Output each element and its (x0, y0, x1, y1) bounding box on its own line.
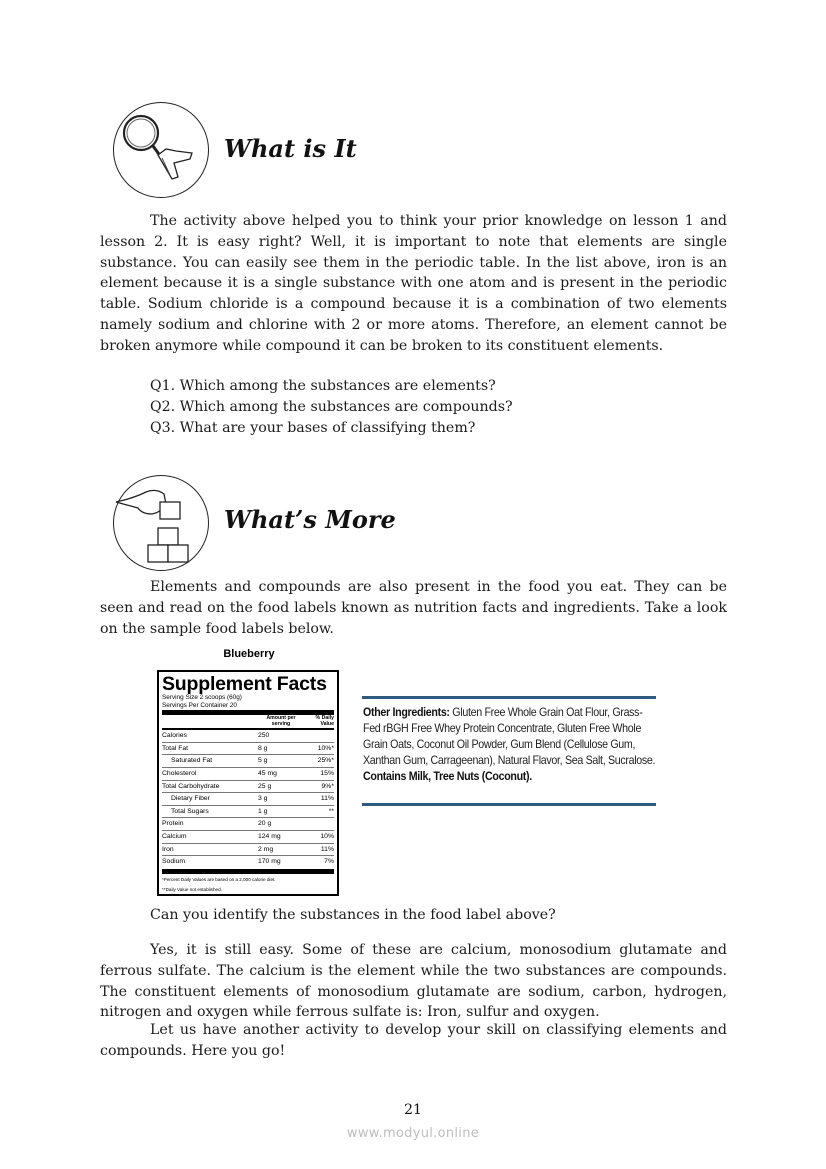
ingredients-label: Other Ingredients: (363, 706, 450, 719)
table-row: Total Fat 8 g 10%* (162, 743, 334, 756)
table-row: Protein 20 g (162, 818, 334, 831)
col-daily-value: % Daily Value (315, 715, 334, 727)
hand-stacking-blocks-icon (113, 475, 209, 571)
question-1: Q1. Which among the substances are elements? (150, 378, 496, 394)
watermark: www.modyul.online (346, 1126, 480, 1141)
table-row: Cholesterol 45 mg 15% (162, 768, 334, 781)
ingredients-top-rule (362, 696, 656, 699)
section-title-whats-more: What’s More (224, 505, 396, 534)
ingredients-list: Gluten Free Whole Grain Oat Flour, Grass-Fed rBGH Free Whey Protein Concentrate, Gluten Free Whole Grain Oats, Coconut Oil Powder, Gum Blend (Cellulose Gum, Xanthan Gum, Carrageenan), Natural Flavor, Sea Salt, Sucralose. (363, 706, 656, 767)
thick-divider (162, 710, 334, 715)
question-list (150, 376, 513, 438)
servings-per-container: Servings Per Container 20 (162, 701, 237, 709)
footnote-dv-not-established: **Daily Value not established. (162, 886, 222, 892)
table-row: Dietary Fiber 3 g 11% (162, 793, 334, 806)
column-headers (162, 716, 334, 730)
supplement-facts-heading: Supplement Facts (162, 673, 327, 695)
table-row: Total Carbohydrate 25 g 9%* (162, 781, 334, 794)
table-row: Saturated Fat 5 g 25%* (162, 755, 334, 768)
page-number: 21 (404, 1102, 422, 1118)
ingredients-text (363, 705, 657, 785)
table-row: Calories 250 (162, 730, 334, 743)
ingredients-bottom-rule (362, 803, 656, 806)
product-name: Blueberry (223, 648, 275, 660)
what-is-it-paragraph: The activity above helped you to think your prior knowledge on lesson 1 and lesson 2. It is easy right? Well, it is important to note that elements are single substance. You can easily see them in the periodic table. In the list above, iron is an element because it is a single substance with one atom and is present in the periodic table. Sodium chloride is a compound because it is a combination of two elements namely sodium and chlorine with 2 or more atoms. Therefore, an element cannot be broken anymore while compound it can be broken to its constituent elements. (100, 213, 727, 354)
col-amount: Amount per serving (266, 715, 296, 727)
serving-size: Serving Size 2 scoops (60g) (162, 694, 242, 701)
supplement-facts-label (157, 670, 339, 896)
section-title-what-is-it: What is It (224, 134, 357, 163)
answer-paragraph: Yes, it is still easy. Some of these are calcium, monosodium glutamate and ferrous sulfate. The calcium is the element while the two substances are compounds. The constituent elements of monosodium glutamate are sodium, carbon, hydrogen, nitrogen and oxygen while ferrous sulfate is: Iron, sulfur and oxygen. (100, 942, 727, 1021)
table-row: Iron 2 mg 11% (162, 844, 334, 857)
magnifying-glass-hand-icon (113, 102, 209, 198)
table-row: Total Sugars 1 g ** (162, 806, 334, 819)
table-row: Sodium 170 mg 7% (162, 858, 334, 866)
closing-paragraph: Let us have another activity to develop your skill on classifying elements and compounds. Here you go! (100, 1022, 727, 1059)
question-3: Q3. What are your bases of classifying them? (150, 419, 476, 436)
whats-more-intro: Elements and compounds are also present in the food you eat. They can be seen and read on the food labels known as nutrition facts and ingredients. Take a look on the sample food labels below. (100, 579, 727, 637)
thick-divider (162, 869, 334, 874)
identify-question: Can you identify the substances in the food label above? (150, 907, 556, 923)
question-2: Q2. Which among the substances are compounds? (150, 398, 513, 415)
footnote-percent-dv: *Percent Daily Values are based on a 2,000 calorie diet. (162, 876, 276, 882)
allergen-statement: Contains Milk, Tree Nuts (Coconut). (363, 770, 532, 783)
table-row: Calcium 124 mg 10% (162, 831, 334, 844)
